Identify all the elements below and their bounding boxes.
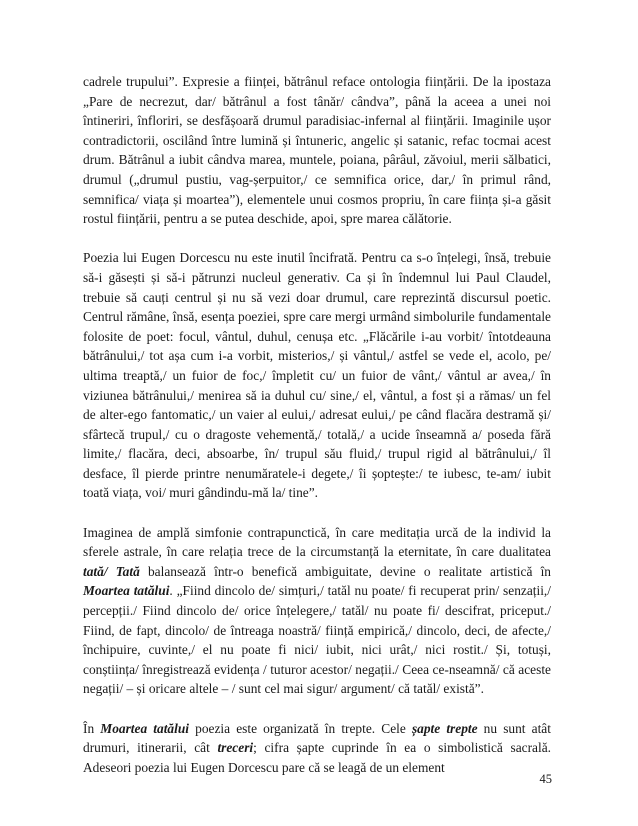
emphasis-sapte-trepte: șapte trepte: [411, 720, 478, 736]
paragraph-4: [83, 719, 551, 778]
body-text: [83, 72, 551, 777]
paragraph-4-text-g: ; cifra șapte cuprinde în ea o simbolistică sacrală. Adeseori poezia lui Eugen Dorcescu pare că se leagă de un element: [83, 740, 551, 775]
title-moartea-tatalui: Moartea tatălui: [83, 583, 170, 599]
paragraph-3-text-a: Imaginea de amplă simfonie contrapunctică, în care meditația urcă de la individ la sferele astrale, în care relația trece de la circumstanță la eternitate, în care dualitatea: [83, 524, 551, 560]
page-number: 45: [539, 772, 552, 786]
emphasis-tata: tată/ Tată: [83, 563, 140, 579]
paragraph-4-text-a: În: [83, 720, 101, 736]
emphasis-treceri: treceri: [217, 740, 254, 756]
paragraph-4-text-c: poezia este organizată în trepte. Cele: [189, 720, 412, 736]
paragraph-1: cadrele trupului”. Expresie a ființei, bătrânul reface ontologia ființării. De la ipostaza „Pare de necrezut, dar/ bătrânul a fost tânăr/ cândva”, până la aceea a unei noi întineriri, înfloriri, se desfășoară drumul paradisiac-infernal al ființării. Imaginile ușor contradictorii, oscilând între lumină și întuneric, angelic și satanic, refac tocmai acest drum. Bătrânul a iubit cândva marea, muntele, poiana, pârâul, zăvoiul, merii sălbatici, drumul („drumul pustiu, vag-șerpuitor,/ ce semnifica orice, dar,/ în primul rând, semnifica/ viața și moartea”), elementele unui cosmos propriu, în care ființa și-a găsit rostul ființării, pentru a se putea deschide, apoi, spre marea călătorie.: [83, 74, 551, 227]
paragraph-2: Poezia lui Eugen Dorcescu nu este inutil încifrată. Pentru ca s-o înțelegi, însă, trebuie să-i găsești și să-i pătrunzi nucleul generativ. Ca și în îndemnul lui Paul Claudel, trebuie să cauți centrul și nu să vezi doar drumul, care reprezintă discursul poetic. Centrul rămâne, însă, esența poeziei, spre care mergi urmând simbolurile fundamentale folosite de poet: focul, vântul, duhul, cenușa etc. „Flăcările i-au vorbit/ întotdeauna bătrânului,/ tot așa cum i-a vorbit, misterios,/ și vântul,/ astfel se vede el, acolo, pe/ ultima treaptă,/ un fuior de foc,/ împletit cu/ un fuior de vânt,/ vântul ar avea,/ în viziunea bătrânului,/ menirea să ia duhul cu/ sine,/ el, vântul, a fost și a rămas/ un fel de alter-ego fantomatic,/ un vaier al eului,/ adresat eului,/ pe când flacăra destramă și/ sfârtecă trupul,/ cu o dragoste vehementă,/ totală,/ a ucide înseamnă a/ poseda fără limite,/ flacăra, deci, absoarbe, în/ trupul său fluid,/ trupul rigid al bătrânului,/ îl desface, îl pierde printre nenumăratele-i degete,/ îi șoptește:/ te iubesc, te-am/ iubit toată viața, voi/ muri gândindu-mă la/ tine”.: [83, 250, 551, 501]
paragraph-4-text-e: nu sunt atât drumuri, itinerarii, cât: [83, 720, 551, 756]
paragraph-3-text-e: . „Fiind dincolo de/ simțuri,/ tatăl nu poate/ fi recuperat prin/ senzații,/ percepții./ Fiind dincolo de/ orice înțelegere,/ tatăl/ nu poate fi/ descifrat, priceput./ Fiind, de fapt, dincolo/ de întreaga noastră/ ființă empirică,/ dincolo, deci, de afecte,/ închipuire, cuvinte,/ el nu poate fi nici/ iubit, nici urât,/ nici rostit./ Și, totuși, conștiința/ înregistrează evidența / tuturor acestor/ negații./ Ceea ce-nseamnă/ că aceste negații/ – și oricare altele – / sunt cel mai sigur/ argument/ că tatăl/ există”.: [83, 583, 552, 697]
title-moartea-tatalui-2: Moartea tatălui: [100, 720, 189, 736]
paragraph-3: [83, 523, 551, 699]
paragraph-3-text-c: balansează într-o benefică ambiguitate, devine o realitate artistică în: [139, 563, 551, 579]
